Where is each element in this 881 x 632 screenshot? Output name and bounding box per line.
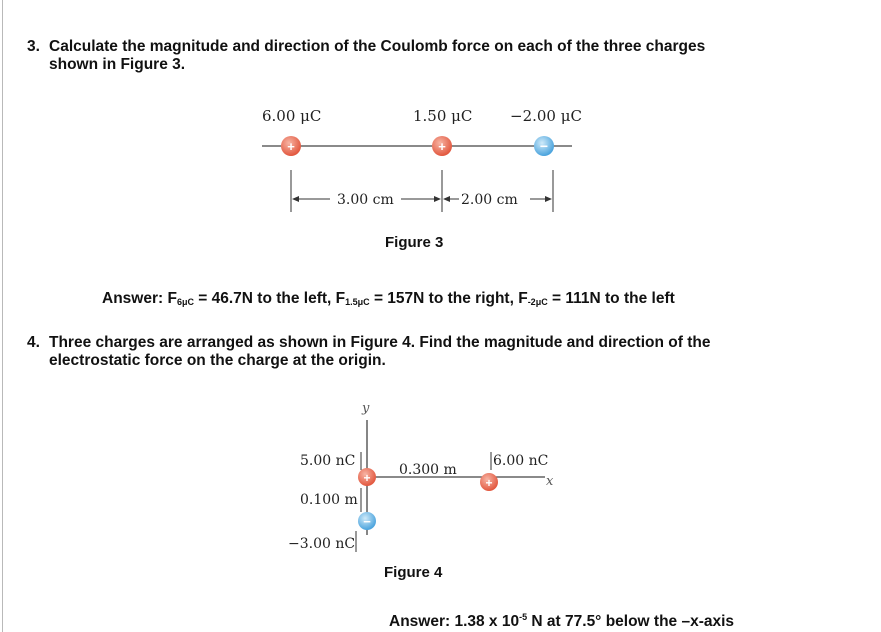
figure-4-diagram bbox=[0, 390, 881, 570]
answer-3-f1-sub: 6μC bbox=[176, 297, 194, 307]
dim-arrow-3cm-left bbox=[292, 196, 299, 202]
charge-6uc-sign: + bbox=[287, 139, 295, 154]
question-4-line2: electrostatic force on the charge at the origin. bbox=[49, 352, 386, 369]
question-3-number: 3. bbox=[27, 38, 40, 55]
answer-3-f2: F bbox=[335, 290, 346, 307]
answer-4 bbox=[389, 612, 734, 631]
answer-3-f1-text: = 46.7N to the left, bbox=[193, 290, 336, 307]
charge-1-5uc-label: 1.50 μC bbox=[413, 107, 473, 125]
answer-3-f2-sub: 1.5μC bbox=[345, 297, 370, 307]
question-4-line1: Three charges are arranged as shown in Figure 4. Find the magnitude and direction of the bbox=[49, 334, 711, 351]
figure-3-diagram bbox=[0, 90, 881, 320]
answer-3-f3-sub: -2μC bbox=[527, 297, 548, 307]
charge-6uc-label: 6.00 μC bbox=[262, 107, 322, 125]
dim-arrow-3cm-right bbox=[434, 196, 441, 202]
question-3-line2: shown in Figure 3. bbox=[49, 56, 186, 73]
answer-3-f3: F bbox=[518, 290, 528, 307]
dim-2cm-label: 2.00 cm bbox=[461, 192, 518, 208]
charge-5nc-sign: + bbox=[363, 471, 371, 485]
answer-3-f3-text: = 111N to the left bbox=[547, 290, 675, 307]
answer-3-prefix: Answer: bbox=[102, 290, 168, 307]
answer-4-exponent: -5 bbox=[519, 612, 528, 622]
charge-neg3nc-label: −3.00 nC bbox=[288, 536, 356, 552]
charge-6nc-label: 6.00 nC bbox=[493, 453, 549, 469]
answer-3 bbox=[102, 290, 675, 308]
charge-neg2uc-sign: − bbox=[539, 138, 549, 154]
charge-neg2uc-label: −2.00 μC bbox=[510, 107, 582, 125]
charge-5nc-label: 5.00 nC bbox=[300, 453, 356, 469]
dist-y-label: 0.100 m bbox=[300, 492, 358, 508]
answer-4-suffix: N at 77.5° below the –x-axis bbox=[527, 613, 735, 630]
x-axis-label: x bbox=[546, 474, 554, 489]
question-4 bbox=[27, 334, 710, 370]
dim-3cm-label: 3.00 cm bbox=[337, 192, 394, 208]
answer-3-f1: F bbox=[167, 290, 177, 307]
answer-3-f2-text: = 157N to the right, bbox=[369, 290, 519, 307]
y-axis-label: y bbox=[362, 401, 370, 416]
dist-x-label: 0.300 m bbox=[399, 462, 457, 478]
charge-neg3nc-sign: − bbox=[363, 514, 371, 529]
question-3 bbox=[27, 38, 705, 74]
answer-4-prefix: Answer: 1.38 x 10 bbox=[389, 613, 520, 630]
charge-6nc-sign: + bbox=[485, 476, 493, 490]
question-3-line1: Calculate the magnitude and direction of the Coulomb force on each of the three charges bbox=[49, 38, 706, 55]
question-4-number: 4. bbox=[27, 334, 40, 351]
charge-1-5uc-sign: + bbox=[438, 139, 446, 154]
dim-arrow-2cm-right bbox=[545, 196, 552, 202]
figure-4-caption: Figure 4 bbox=[384, 564, 443, 581]
figure-3-caption: Figure 3 bbox=[385, 234, 444, 251]
